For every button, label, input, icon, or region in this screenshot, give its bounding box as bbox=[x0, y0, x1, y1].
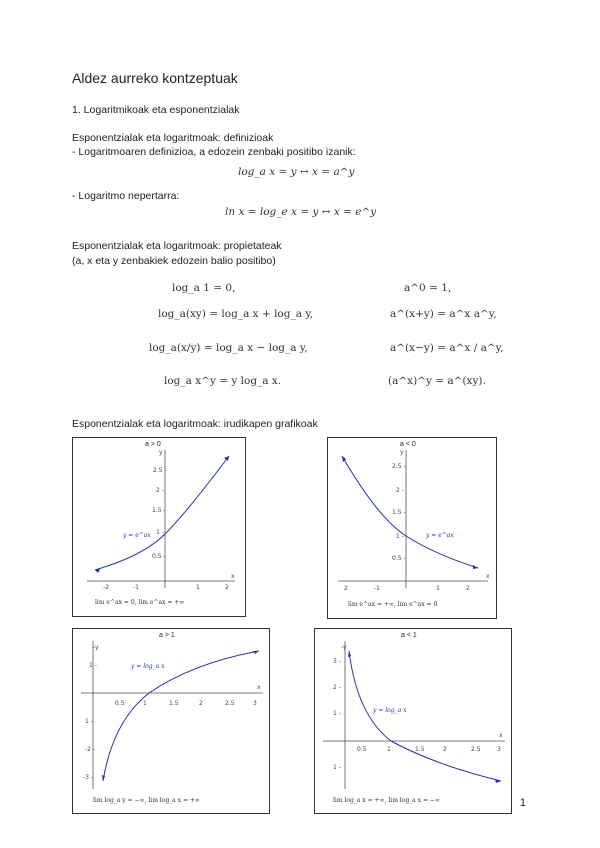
prop-right-3: a^(x−y) = a^x / a^y, bbox=[390, 342, 504, 354]
graph3-title: a > 1 bbox=[159, 632, 175, 639]
definitions-heading: Esponentzialak eta logaritmoak: definizioak bbox=[72, 132, 274, 144]
prop-right-1: a^0 = 1, bbox=[404, 282, 452, 294]
graph2-limits: lim e^ax = +∞, lim e^ax = 0 bbox=[348, 601, 438, 608]
graph-log-a-less-1 bbox=[314, 628, 512, 814]
graph-exp-a-negative bbox=[327, 437, 497, 619]
prop-left-1: log_a 1 = 0, bbox=[172, 282, 236, 294]
svg-text:1: 1 bbox=[387, 746, 391, 753]
page-title: Aldez aurreko kontzeptuak bbox=[72, 70, 238, 86]
svg-text:2: 2 bbox=[344, 585, 348, 592]
svg-text:2.5 -: 2.5 - bbox=[392, 463, 406, 470]
svg-text:2 -: 2 - bbox=[396, 487, 404, 494]
section-heading: 1. Logaritmikoak eta esponentzialak bbox=[72, 104, 240, 116]
graph1-limits: lim e^ax = 0, lim e^ax = +∞ bbox=[95, 599, 185, 606]
properties-heading: Esponentzialak eta logaritmoak: propietateak bbox=[72, 240, 282, 252]
svg-text:1.5 -: 1.5 - bbox=[152, 507, 166, 514]
graph2-label: y = e^ax bbox=[426, 532, 454, 539]
svg-text:0.5: 0.5 bbox=[115, 700, 125, 707]
svg-text:1.5: 1.5 bbox=[169, 700, 179, 707]
svg-text:2: 2 bbox=[466, 585, 470, 592]
svg-text:2 -: 2 - bbox=[333, 684, 341, 691]
svg-text:2.5 -: 2.5 - bbox=[153, 467, 167, 474]
prop-right-4: (a^x)^y = a^(xy). bbox=[388, 375, 486, 387]
properties-subheading: (a, x eta y zenbakiek edozein balio positibo) bbox=[72, 255, 276, 267]
svg-text:-y: -y bbox=[341, 644, 347, 651]
svg-text:1 -: 1 - bbox=[89, 662, 97, 669]
svg-text:1.5: 1.5 bbox=[415, 746, 425, 753]
svg-text:-3 -: -3 - bbox=[83, 774, 94, 781]
graph4-label: y = log_a x bbox=[373, 707, 407, 714]
svg-text:1 -: 1 - bbox=[333, 710, 341, 717]
prop-left-4: log_a x^y = y log_a x. bbox=[164, 375, 282, 387]
svg-text:x: x bbox=[231, 573, 235, 580]
svg-text:-2: -2 bbox=[103, 584, 109, 591]
prop-left-2: log_a(xy) = log_a x + log_a y, bbox=[158, 308, 314, 320]
svg-text:1 -: 1 - bbox=[333, 764, 341, 771]
definition-line-2: - Logaritmo nepertarra: bbox=[72, 190, 180, 202]
svg-text:x: x bbox=[486, 573, 490, 580]
svg-text:0.5 -: 0.5 - bbox=[392, 555, 406, 562]
svg-text:2: 2 bbox=[199, 700, 203, 707]
svg-text:3: 3 bbox=[253, 700, 257, 707]
svg-text:x: x bbox=[257, 684, 261, 691]
graph-log-a-greater-1 bbox=[72, 628, 270, 814]
graph4-limits: lim log_a x = +∞, lim log_a x = −∞ bbox=[333, 797, 440, 804]
svg-text:1: 1 bbox=[196, 584, 200, 591]
svg-text:x: x bbox=[499, 732, 503, 739]
graph1-label: y = e^ax bbox=[123, 532, 151, 539]
svg-text:1 -: 1 - bbox=[396, 533, 404, 540]
graph4-title: a < 1 bbox=[401, 632, 417, 639]
formula-log-definition: log_a x = y ↔ x = a^y bbox=[238, 166, 355, 178]
svg-text:y: y bbox=[159, 449, 163, 456]
svg-text:2: 2 bbox=[443, 746, 447, 753]
svg-text:2: 2 bbox=[225, 584, 229, 591]
graph3-limits: lim log_a y = −∞, lim log_a x = +∞ bbox=[93, 797, 200, 804]
graphs-heading: Esponentzialak eta logaritmoak: irudikapen grafikoak bbox=[72, 418, 318, 430]
formula-natural-log: ln x = log_e x = y ↔ x = e^y bbox=[225, 206, 377, 218]
svg-text:3: 3 bbox=[497, 746, 501, 753]
svg-text:1.5 -: 1.5 - bbox=[392, 509, 406, 516]
svg-text:3 -: 3 - bbox=[333, 658, 341, 665]
svg-text:0.5: 0.5 bbox=[357, 746, 367, 753]
svg-text:-2 -: -2 - bbox=[85, 746, 96, 753]
graph2-title: a < 0 bbox=[400, 441, 416, 448]
svg-text:-1: -1 bbox=[133, 584, 139, 591]
svg-text:0.5 -: 0.5 - bbox=[152, 553, 166, 560]
prop-right-2: a^(x+y) = a^x a^y, bbox=[390, 308, 497, 320]
graph3-label: y = log_a x bbox=[131, 663, 165, 670]
svg-text:2.5: 2.5 bbox=[471, 746, 481, 753]
graph-exp-a-positive bbox=[72, 437, 246, 617]
svg-text:1: 1 bbox=[436, 585, 440, 592]
svg-text:2.5: 2.5 bbox=[225, 700, 235, 707]
svg-text:1: 1 bbox=[143, 700, 147, 707]
svg-text:2 -: 2 - bbox=[156, 487, 164, 494]
svg-text:1 -: 1 - bbox=[85, 718, 93, 725]
prop-left-3: log_a(x/y) = log_a x − log_a y, bbox=[149, 342, 308, 354]
graph1-title: a > 0 bbox=[145, 441, 161, 448]
definition-line-1: - Logaritmoaren definizioa, a edozein zenbaki positibo izanik: bbox=[72, 146, 356, 158]
svg-text:-1: -1 bbox=[374, 585, 380, 592]
page-number: 1 bbox=[519, 797, 526, 809]
svg-text:-y: -y bbox=[93, 644, 99, 651]
svg-text:y: y bbox=[400, 449, 404, 456]
svg-text:1 -: 1 - bbox=[156, 529, 164, 536]
